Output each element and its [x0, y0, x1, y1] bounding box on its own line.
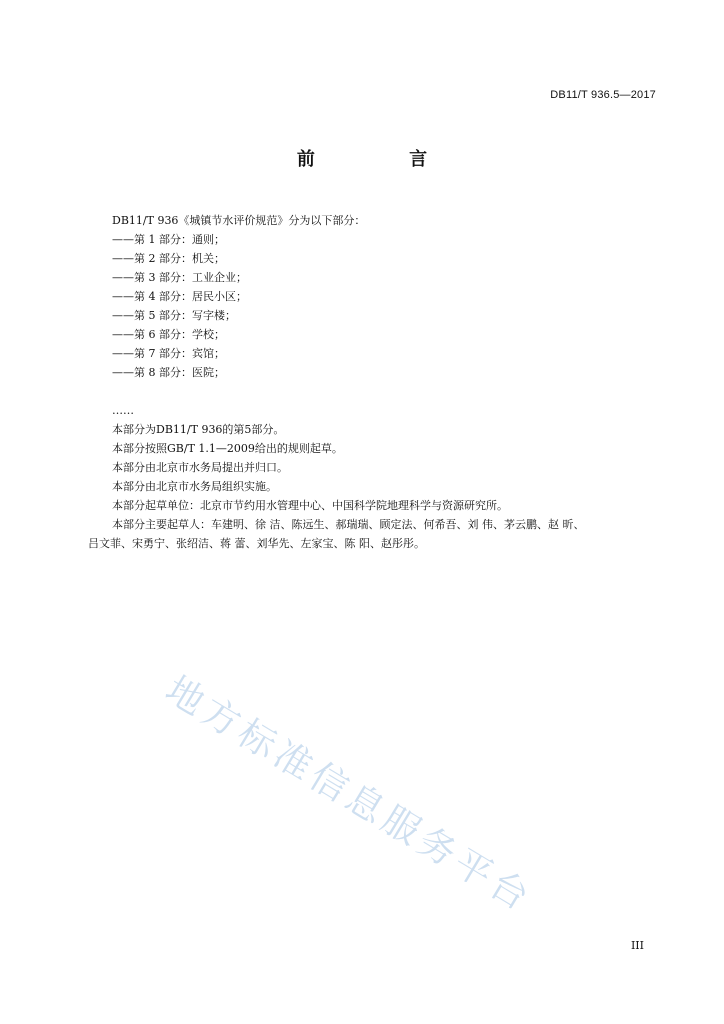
drafters-continuation-line: 吕文菲、宋勇宁、张绍洁、蒋 蕾、刘华先、左家宝、陈 阳、赵彤彤。	[88, 537, 425, 550]
page-number: III	[630, 939, 644, 952]
watermark-text: 地方标准信息服务平台	[158, 667, 541, 921]
part-list-item: ——第 4 部分：居民小区；	[112, 290, 247, 303]
part-list-item: ——第 8 部分：医院；	[112, 366, 225, 379]
page-title: 前 言	[296, 149, 472, 170]
standard-code: DB11/T 936.5—2017	[550, 89, 656, 101]
part-list-item: ——第 2 部分：机关；	[112, 252, 225, 265]
body-line: 本部分按照GB/T 1.1—2009给出的规则起草。	[112, 442, 343, 455]
intro-line: DB11/T 936《城镇节水评价规范》分为以下部分：	[112, 214, 366, 227]
ellipsis-line: ……	[112, 404, 134, 417]
part-list-item: ——第 5 部分：写字楼；	[112, 309, 236, 322]
drafting-units-line: 本部分起草单位：北京市节约用水管理中心、中国科学院地理科学与资源研究所。	[112, 499, 508, 512]
part-list-item: ——第 1 部分：通则；	[112, 233, 225, 246]
body-line: 本部分由北京市水务局提出并归口。	[112, 461, 288, 474]
body-line: 本部分由北京市水务局组织实施。	[112, 480, 277, 493]
part-list-item: ——第 3 部分：工业企业；	[112, 271, 247, 284]
drafters-line: 本部分主要起草人：车建明、徐 洁、陈远生、郝瑞瑞、顾定法、何希吾、刘 伟、茅云鹏、赵 昕、	[112, 518, 585, 531]
part-list-item: ——第 6 部分：学校；	[112, 328, 225, 341]
body-line: 本部分为DB11/T 936的第5部分。	[112, 423, 285, 436]
part-list-item: ——第 7 部分：宾馆；	[112, 347, 225, 360]
